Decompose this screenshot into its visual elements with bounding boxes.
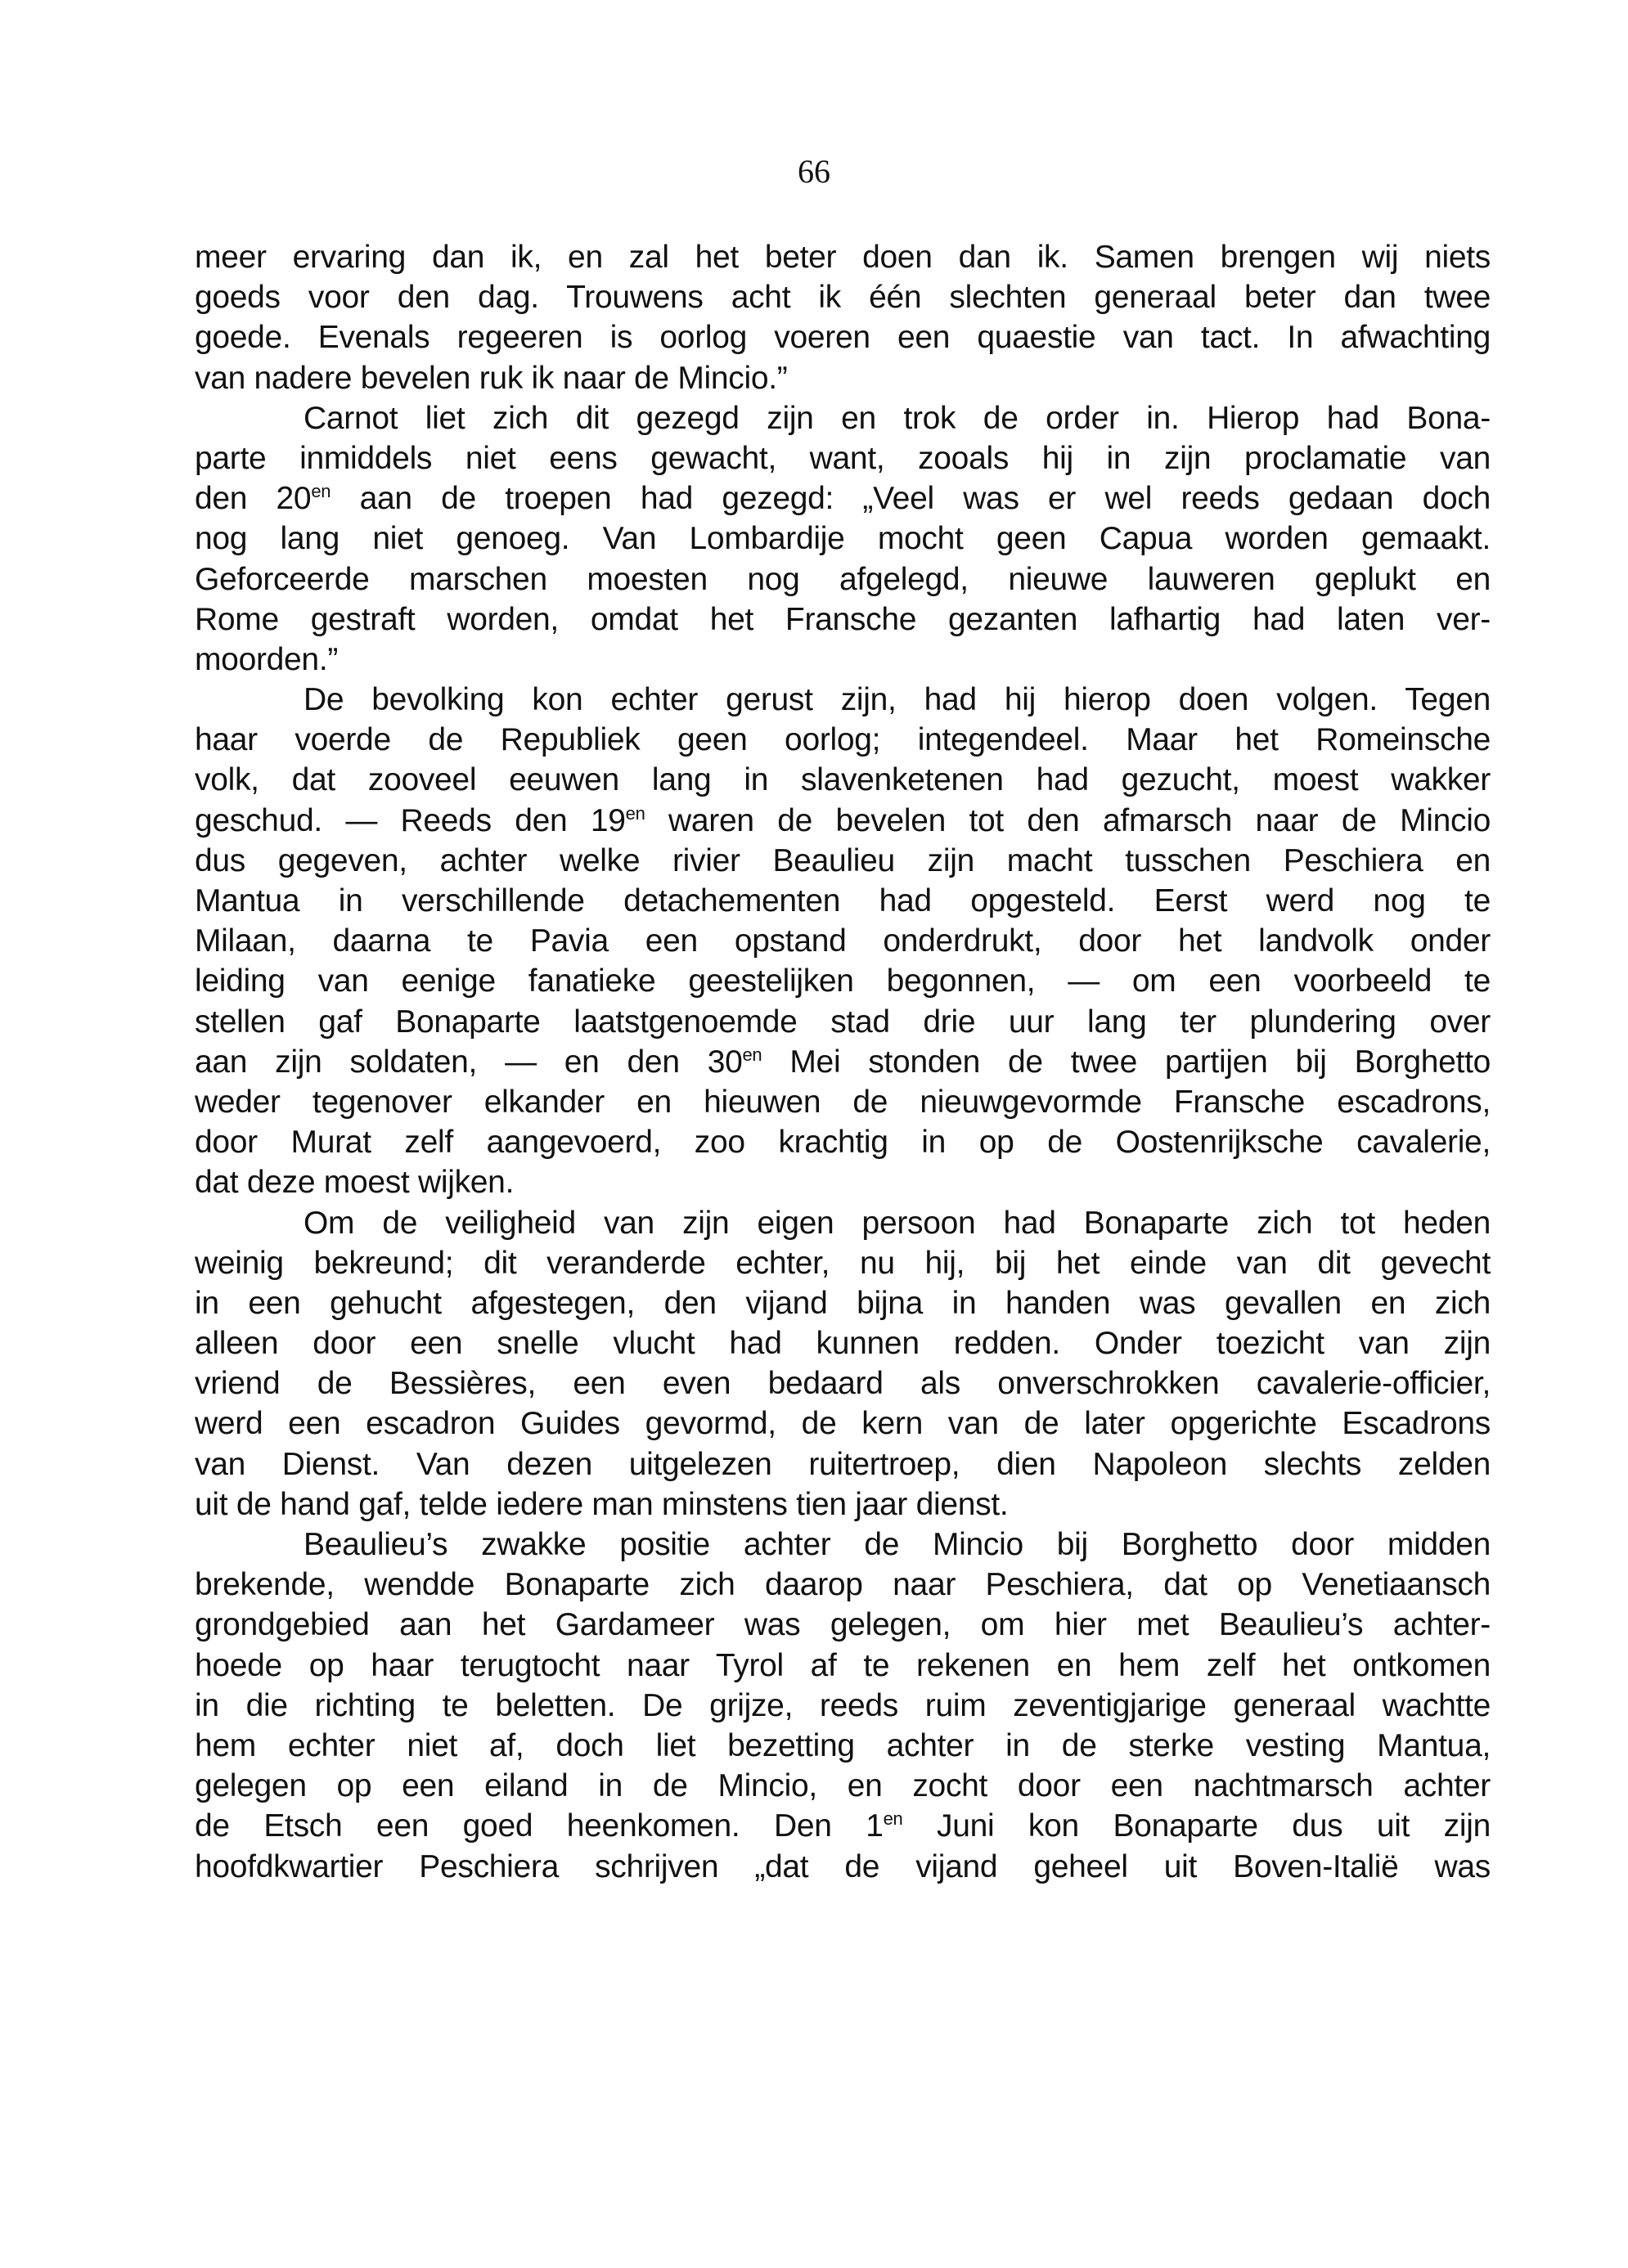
text-line-content: geschud. — Reeds den 19	[195, 802, 626, 838]
text-line-content: moorden.”	[195, 641, 339, 677]
text-line-content: alleen door een snelle vlucht had kunnen redden. Onder toezicht van zijn	[195, 1326, 1491, 1362]
text-line-content: werd een escadron Guides gevormd, de kern van de later opgerichte Escadrons	[195, 1406, 1491, 1442]
text-line	[195, 1847, 1491, 1887]
text-line	[195, 1002, 1491, 1042]
text-line	[195, 317, 1491, 357]
text-line	[195, 1243, 1491, 1283]
text-line	[195, 1162, 1491, 1202]
text-line	[195, 801, 1491, 841]
text-line-content: van Dienst. Van dezen uitgelezen ruitertroep, dien Napoleon slechts zelden	[195, 1446, 1491, 1482]
text-line	[195, 1766, 1491, 1806]
text-line-content: aan zijn soldaten, — en den 30	[195, 1044, 743, 1080]
text-line	[195, 961, 1491, 1001]
text-line	[195, 559, 1491, 600]
text-line-content: van nadere bevelen ruk ik naar de Mincio.”	[195, 360, 788, 396]
superscript: en	[883, 1808, 903, 1830]
text-line-continuation: waren de bevelen tot den afmarsch naar de Mincio	[645, 802, 1491, 838]
text-line-content: den 20	[195, 481, 312, 517]
text-line-content: goeds voor den dag. Trouwens acht ik één slechten generaal beter dan twee	[195, 280, 1491, 316]
text-line-content: uit de hand gaf, telde iedere man minstens tien jaar dienst.	[195, 1486, 1009, 1522]
text-line-content: stellen gaf Bonaparte laatstgenoemde stad drie uur lang ter plundering over	[195, 1004, 1491, 1040]
text-line-content: in die richting te beletten. De grijze, reeds ruim zeventigjarige generaal wachtte	[195, 1687, 1491, 1723]
text-line	[195, 600, 1491, 640]
text-line-continuation: aan de troepen had gezegd: „Veel was er wel reeds gedaan doch	[331, 481, 1491, 517]
text-line	[195, 398, 1491, 438]
text-line-content: goede. Evenals regeeren is oorlog voeren een quaestie van tact. In afwachting	[195, 320, 1491, 356]
text-line-content: vriend de Bessières, een even bedaard als onverschrokken cavalerie-officier,	[195, 1366, 1491, 1402]
text-line-content: Om de veiligheid van zijn eigen persoon had Bonaparte zich tot heden	[304, 1205, 1491, 1241]
superscript: en	[625, 802, 645, 824]
text-line-content: Beaulieu’s zwakke positie achter de Mincio bij Borghetto door midden	[304, 1527, 1491, 1562]
text-line-content: haar voerde de Republiek geen oorlog; integendeel. Maar het Romeinsche	[195, 722, 1491, 758]
text-line-content: De bevolking kon echter gerust zijn, had hij hierop doen volgen. Tegen	[304, 682, 1491, 718]
text-line	[195, 1403, 1491, 1444]
text-line	[195, 1042, 1491, 1082]
text-line-content: hoede op haar terugtocht naar Tyrol af te rekenen en hem zelf het ontkomen	[195, 1647, 1491, 1683]
text-line	[195, 237, 1491, 277]
text-line	[195, 358, 1491, 398]
text-line	[195, 1203, 1491, 1243]
text-line	[195, 1806, 1491, 1846]
text-line	[195, 640, 1491, 680]
text-line-content: dus gegeven, achter welke rivier Beaulieu zijn macht tusschen Peschiera en	[195, 842, 1491, 878]
text-line	[195, 680, 1491, 720]
superscript: en	[311, 481, 331, 502]
body-text	[195, 237, 1491, 1887]
text-line-content: in een gehucht afgestegen, den vijand bijna in handen was gevallen en zich	[195, 1285, 1491, 1321]
text-line	[195, 1726, 1491, 1766]
text-line	[195, 519, 1491, 559]
text-line	[195, 720, 1491, 760]
text-line	[195, 438, 1491, 478]
text-line	[195, 1565, 1491, 1605]
text-line-content: Geforceerde marschen moesten nog afgelegd, nieuwe lauweren geplukt en	[195, 561, 1491, 597]
text-line	[195, 1323, 1491, 1363]
text-line	[195, 1525, 1491, 1565]
text-line-content: Milaan, daarna te Pavia een opstand onderdrukt, door het landvolk onder	[195, 923, 1491, 959]
text-line-content: door Murat zelf aangevoerd, zoo krachtig in op de Oostenrijksche cavalerie,	[195, 1125, 1491, 1161]
text-line	[195, 1646, 1491, 1686]
text-line-content: Rome gestraft worden, omdat het Fransche gezanten lafhartig had laten ver-	[195, 601, 1491, 637]
text-line-content: hem echter niet af, doch liet bezetting achter in de sterke vesting Mantua,	[195, 1727, 1491, 1763]
text-line	[195, 921, 1491, 961]
text-line-content: leiding van eenige fanatieke geestelijken begonnen, — om een voorbeeld te	[195, 963, 1491, 999]
text-line-content: weinig bekreund; dit veranderde echter, nu hij, bij het einde van dit gevecht	[195, 1245, 1491, 1281]
text-line-content: gelegen op een eiland in de Mincio, en zocht door een nachtmarsch achter	[195, 1768, 1491, 1804]
text-line	[195, 841, 1491, 881]
text-line-content: nog lang niet genoeg. Van Lombardije mocht geen Capua worden gemaakt.	[195, 521, 1491, 557]
text-line-content: grondgebied aan het Gardameer was gelegen, om hier met Beaulieu’s achter-	[195, 1607, 1491, 1643]
text-line	[195, 1605, 1491, 1645]
text-line	[195, 277, 1491, 317]
text-line-content: Carnot liet zich dit gezegd zijn en trok de order in. Hierop had Bona-	[304, 400, 1491, 436]
superscript: en	[742, 1044, 762, 1065]
text-line-content: weder tegenover elkander en hieuwen de nieuwgevormde Fransche escadrons,	[195, 1084, 1491, 1120]
text-line-content: brekende, wendde Bonaparte zich daarop naar Peschiera, dat op Venetiaansch	[195, 1567, 1491, 1603]
text-line	[195, 1363, 1491, 1403]
text-line	[195, 760, 1491, 800]
text-line-content: de Etsch een goed heenkomen. Den 1	[195, 1808, 884, 1844]
text-line	[195, 1484, 1491, 1525]
text-line	[195, 478, 1491, 519]
text-line-continuation: Mei stonden de twee partijen bij Borghetto	[762, 1044, 1491, 1080]
page-number: 66	[798, 153, 830, 190]
text-line-content: dat deze moest wijken.	[195, 1165, 515, 1201]
text-line-content: meer ervaring dan ik, en zal het beter doen dan ik. Samen brengen wij niets	[195, 240, 1491, 275]
text-line-content: hoofdkwartier Peschiera schrijven „dat de vijand geheel uit Boven-Italië was	[195, 1848, 1491, 1884]
text-line	[195, 1122, 1491, 1162]
text-line	[195, 881, 1491, 921]
text-line	[195, 1082, 1491, 1122]
text-line-content: Mantua in verschillende detachementen had opgesteld. Eerst werd nog te	[195, 883, 1491, 918]
text-line-content: parte inmiddels niet eens gewacht, want, zooals hij in zijn proclamatie van	[195, 440, 1491, 476]
text-line	[195, 1283, 1491, 1323]
text-line	[195, 1444, 1491, 1484]
text-line-continuation: Juni kon Bonaparte dus uit zijn	[902, 1808, 1491, 1844]
text-line	[195, 1686, 1491, 1726]
text-line-content: volk, dat zooveel eeuwen lang in slavenketenen had gezucht, moest wakker	[195, 762, 1491, 798]
